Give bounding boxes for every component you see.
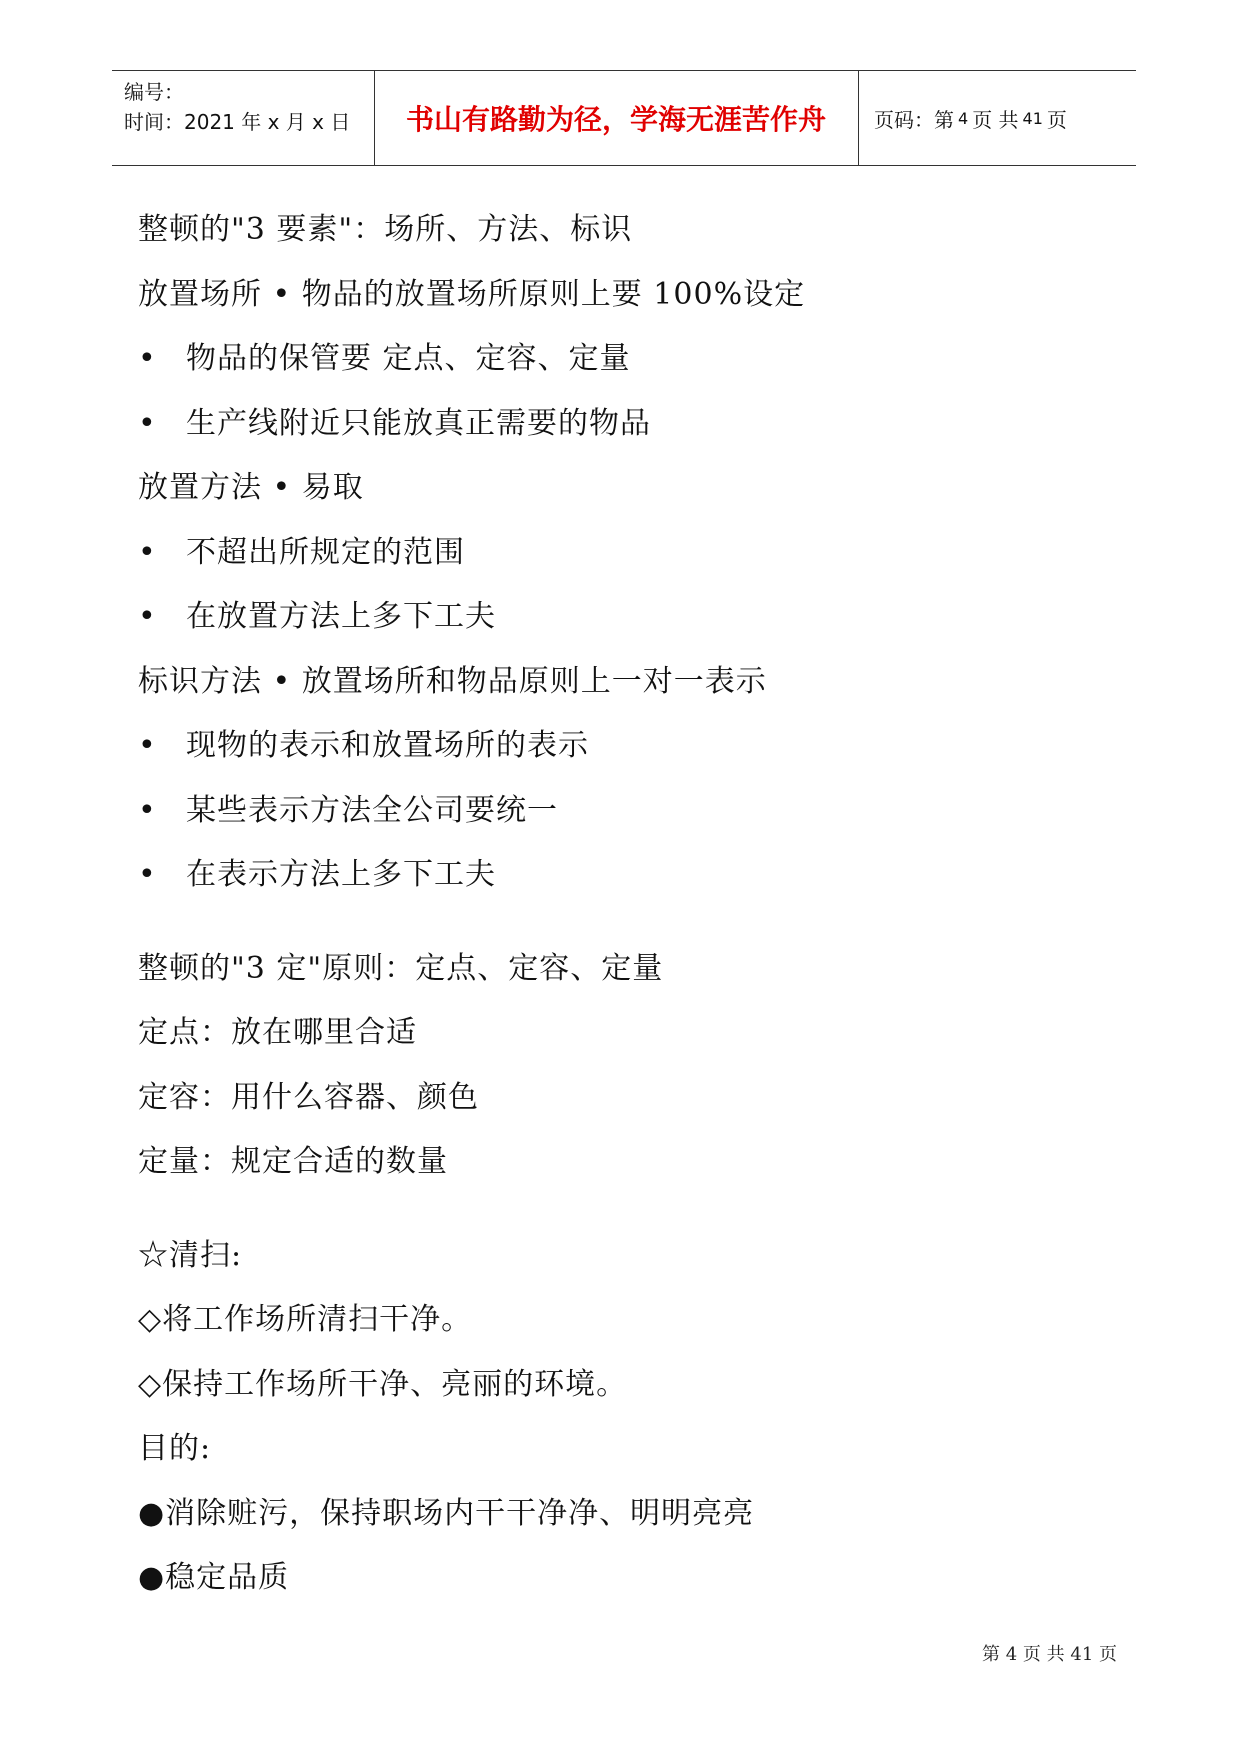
paragraph: 目的: [138,1431,212,1466]
paragraph: 标识方法 • 放置场所和物品原则上一对一表示 [138,663,767,699]
spacer [138,1195,1138,1224]
list-item-text: 生产线附近只能放真正需要的物品 [186,405,651,441]
page-total: 41 [1022,108,1043,128]
header-meta [124,77,350,137]
section-heading: ☆清扫: [138,1237,243,1273]
list-item [138,327,1138,392]
document-body [138,198,1138,1611]
bullet-glyph: • [138,341,157,376]
page-prefix: 页码：第 [874,107,954,132]
paragraph: 整顿的"3 定"原则：定点、定容、定量 [138,950,664,986]
paragraph: ◇将工作场所清扫干净。 [138,1302,473,1337]
spacer [138,908,1138,937]
serial-label: 编号： [124,80,184,104]
page-number: 4 [958,108,969,128]
bullet-glyph: • [138,792,157,828]
bullet-glyph: • [138,857,157,892]
paragraph: ●稳定品质 [138,1560,290,1595]
header-page-info [874,71,1067,165]
header-motto: 书山有路勤为径，学海无涯苦作舟 [405,103,826,136]
time-label: 时间：2021 年 x 月 x 日 [124,110,351,134]
list-item-text: 不超出所规定的范围 [186,534,465,570]
header-divider-right [858,71,859,165]
paragraph: ◇保持工作场所干净、亮丽的环境。 [138,1366,628,1402]
bullet-glyph: • [138,405,157,441]
list-item-text: 某些表示方法全公司要统一 [186,792,558,828]
list-item [138,392,1138,457]
bullet-glyph: • [138,599,157,634]
paragraph: 整顿的"3 要素"：场所、方法、标识 [138,212,633,247]
list-item-text: 物品的保管要 定点、定容、定量 [186,341,631,376]
page-mid: 页 共 [972,107,1019,132]
paragraph: ●消除赃污，保持职场内干干净净、明明亮亮 [138,1495,755,1531]
page-suffix: 页 [1046,107,1067,132]
paragraph: 定容：用什么容器、颜色 [138,1079,479,1115]
list-item-text: 现物的表示和放置场所的表示 [186,728,589,763]
paragraph: 定点：放在哪里合适 [138,1015,417,1050]
list-item [138,585,1138,650]
bullet-glyph: • [138,534,157,570]
list-item-text: 在放置方法上多下工夫 [186,599,496,634]
list-item [138,843,1138,908]
page-footer: 第 4 页 共 41 页 [982,1644,1117,1665]
list-item [138,714,1138,779]
bullet-glyph: • [138,728,157,763]
paragraph: 放置场所 • 物品的放置场所原则上要 100%设定 [138,276,806,312]
list-item [138,779,1138,844]
page-header [112,70,1136,166]
list-item-text: 在表示方法上多下工夫 [186,857,496,892]
paragraph: 放置方法 • 易取 [138,470,364,505]
paragraph: 定量：规定合适的数量 [138,1144,448,1179]
list-item [138,521,1138,586]
